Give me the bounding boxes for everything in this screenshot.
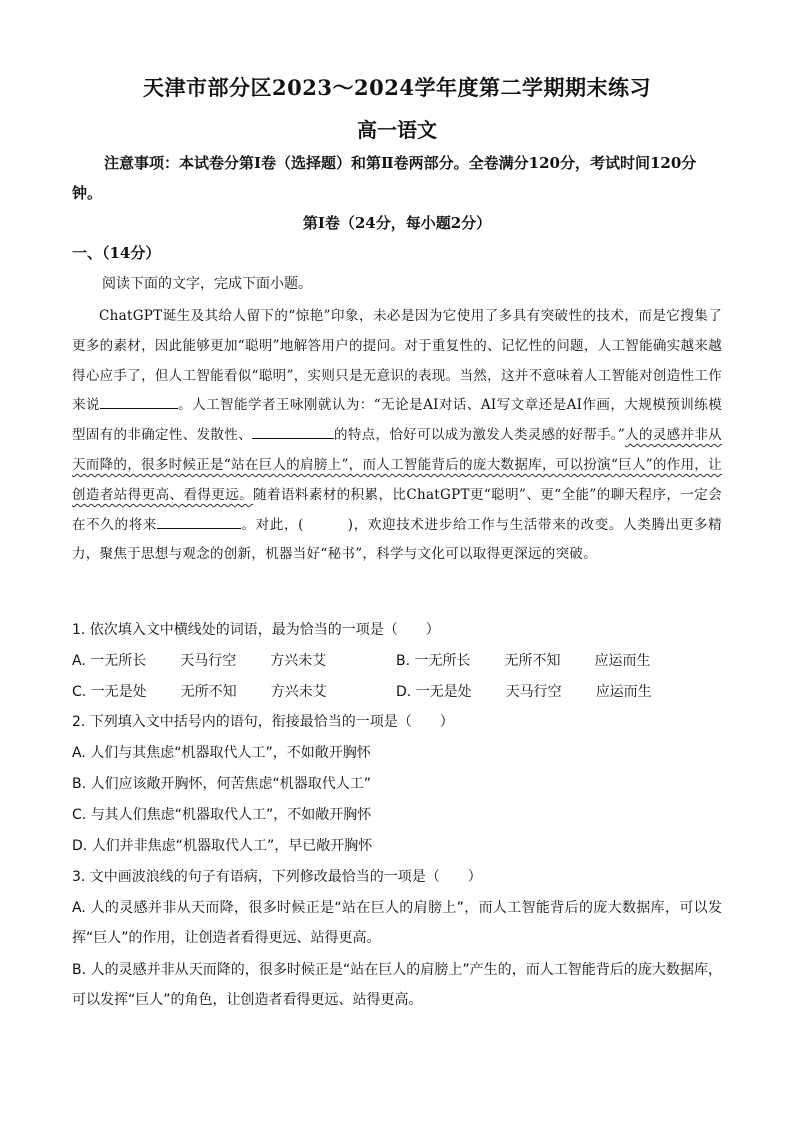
part-title: 一、（14分） <box>72 244 161 262</box>
option-word: 一无是处 <box>90 684 147 700</box>
passage-text: ChatGPT诞生及其给人留下的“惊艳”印象，未必是因为它使用了多具有突破性的技术，而是它搜集了更多的素材，因此能够更加“聪明”地解答用户的提问。对于重复性的、记忆性的问题，人工智能确实越来越得心应手了，但人工智能看似“聪明”，实则只是无意识的表现。当然，这并不意味着人工智能对创造性工作来说 <box>72 308 722 414</box>
option-letter: D. <box>72 838 88 854</box>
option-letter: A. <box>72 653 86 669</box>
option-a <box>72 650 326 670</box>
option-a <box>72 742 371 762</box>
option-b <box>72 773 371 793</box>
option-letter: C. <box>72 684 87 700</box>
option-word: 方兴未艾 <box>270 653 327 669</box>
reading-passage <box>72 302 722 570</box>
option-word: 一无是处 <box>415 684 472 700</box>
option-word: 应运而生 <box>595 684 652 700</box>
question-stem: 3. 文中画波浪线的句子有语病，下列修改最恰当的一项是（ ） <box>72 869 482 885</box>
option-text: 人的灵感并非从天而降的，很多时候正是“站在巨人的肩膀上”产生的，而人工智能背后的庞大数据库，可以发挥“巨人”的角色，让创造者看得更远、站得更高。 <box>72 962 722 1008</box>
option-word: 天马行空 <box>505 684 562 700</box>
exam-title: 天津市部分区2023～2024学年度第二学期期末练习 <box>143 75 651 100</box>
option-word: 一无所长 <box>414 653 471 669</box>
question-stem: 2. 下列填入文中括号内的语句，衔接最恰当的一项是（ ） <box>72 714 454 730</box>
passage-text: )，欢迎技术进步给工作与生活带来的改变。人类腾出更多精力，聚焦于思想与观念的创新，机器当好“秘书”，科学与文化可以取得更深远的突破。 <box>72 516 722 563</box>
option-d <box>72 835 372 855</box>
option-text: 与其人们焦虑“机器取代人工”，不如敞开胸怀 <box>90 807 372 823</box>
reading-instruction: 阅读下面的文字，完成下面小题。 <box>102 276 312 292</box>
option-letter: B. <box>72 776 87 792</box>
option-word: 方兴未艾 <box>270 684 327 700</box>
option-d <box>396 681 652 701</box>
passage-text: 的特点，恰好可以成为激发人类灵感的好帮手。” <box>333 427 626 444</box>
fill-blank <box>100 394 178 409</box>
exam-subtitle: 高一语文 <box>357 118 437 142</box>
option-text: 人的灵感并非从天而降，很多时候正是“站在巨人的肩膀上”，而人工智能背后的庞大数据库，可以发挥“巨人”的作用，让创造者看得更远、站得更高。 <box>72 900 722 946</box>
question-stem: 1. 依次填入文中横线处的词语，最为恰当的一项是（ ） <box>72 622 440 638</box>
passage-text: 。对此，( <box>241 516 304 533</box>
option-letter: B. <box>72 962 87 978</box>
option-text: 人们应该敞开胸怀，何苦焦虑“机器取代人工” <box>90 776 372 792</box>
option-word: 应运而生 <box>594 653 651 669</box>
option-letter: A. <box>72 900 86 916</box>
option-word: 天马行空 <box>180 653 237 669</box>
option-c <box>72 681 327 701</box>
option-c <box>72 804 371 824</box>
wavy-underlined-sentence: 人的灵感并非从天而降的，很多时候正是“站在巨人的肩膀上”，而人工智能背后的庞大数据库，可以扮演“巨人”的作用，让创造者站得更高、看得更远。 <box>72 427 722 503</box>
section-title: 第Ⅰ卷（24分，每小题2分） <box>302 214 492 232</box>
passage-text: 随着语料素材的积累，比ChatGPT更“聪明”、更“全能”的聊天程序，一定会在不久的将来 <box>72 486 722 533</box>
option-b <box>72 955 722 1015</box>
fill-blank <box>252 424 334 439</box>
exam-notice: 注意事项：本试卷分第Ⅰ卷（选择题）和第Ⅱ卷两部分。全卷满分120分，考试时间120分钟。 <box>72 154 697 202</box>
passage-text: 。人工智能学者王咏刚就认为：“无论是AI对话、AI写文章还是AI作画，大规模预训练模型固有的非确定性、发散性、 <box>72 397 722 444</box>
option-letter: D. <box>396 684 412 700</box>
option-a <box>72 893 722 953</box>
option-b <box>396 650 651 670</box>
option-letter: C. <box>72 807 87 823</box>
option-text: 人们并非焦虑“机器取代人工”，早已敞开胸怀 <box>91 838 373 854</box>
fill-blank <box>157 514 241 529</box>
option-letter: B. <box>396 653 411 669</box>
option-text: 人们与其焦虑“机器取代人工”，不如敞开胸怀 <box>90 745 371 761</box>
option-word: 无所不知 <box>504 653 561 669</box>
option-word: 一无所长 <box>90 653 147 669</box>
option-letter: A. <box>72 745 86 761</box>
option-word: 无所不知 <box>180 684 237 700</box>
